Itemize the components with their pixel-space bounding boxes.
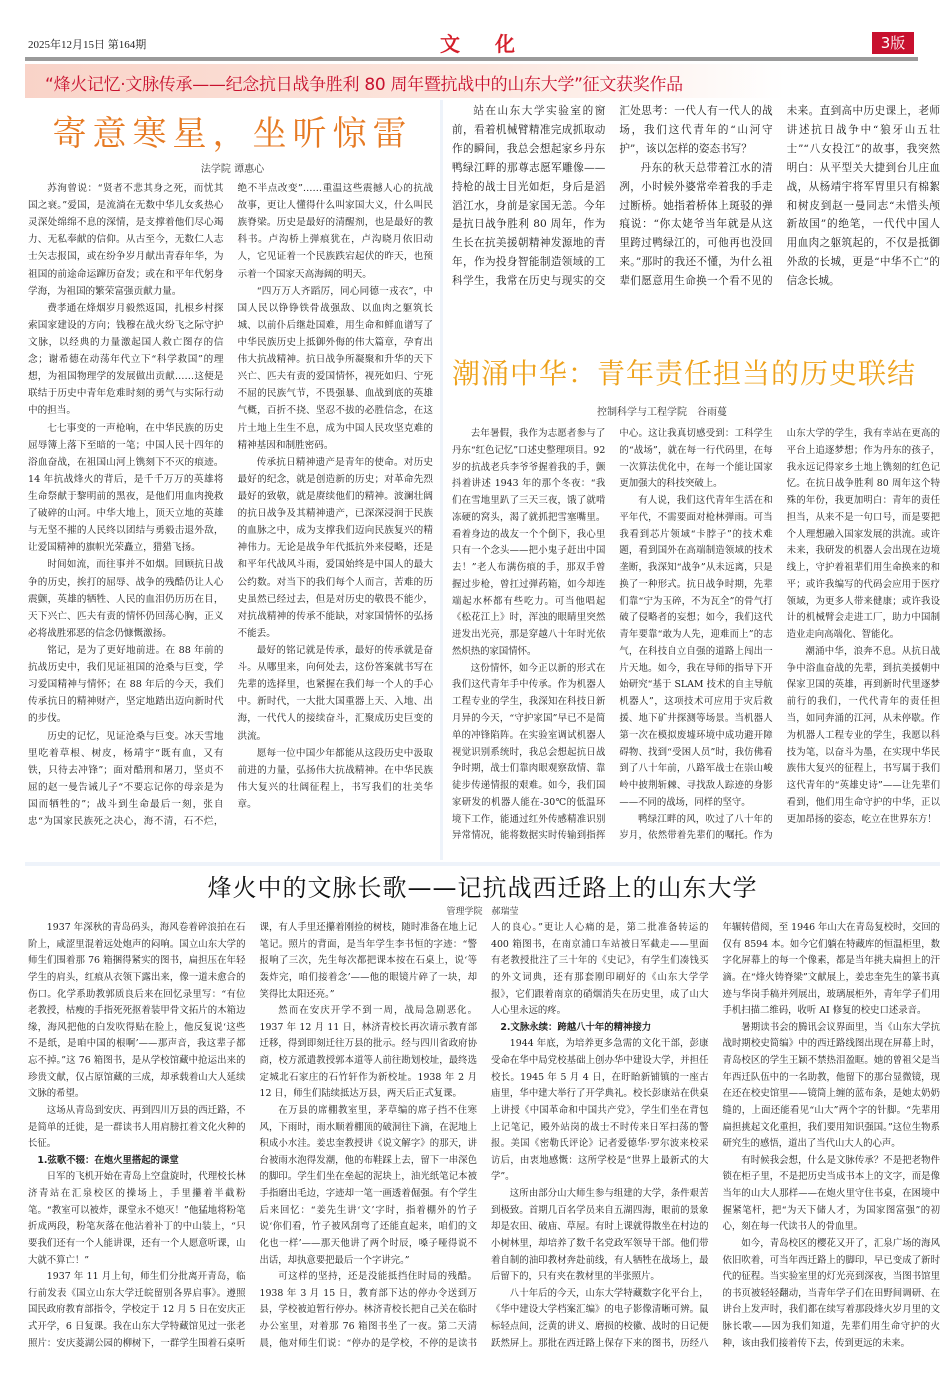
article-paragraph: 最好的铭记就是传承，最好的传承就是奋斗。从哪里来，向何处去，这份答案就书写在先辈的选择里，也紧握在我们每一个人的手心中。新时代，一大批大国重器上天、入地、出海，一代代人的接续奋斗，汇聚成历史巨变的洪流。	[237, 644, 433, 742]
page-badge: 3版	[872, 32, 914, 54]
article2-byline: 控制科学与工程学院 谷雨蔓	[597, 407, 727, 418]
article-paragraph: 潮涌中华，浪奔不息。从抗日战争中浴血奋战的先辈，到抗美援朝中保家卫国的英雄，再到新时代里逐梦前行的我们，一代代青年的责任担当，如同奔涌的江河，从未停歇。作为机器人工程专业的学生，我愿以科技为笔，以奋斗为墨，在实现中华民族伟大复兴的征程上，书写属于我们这代青年的“英雄史诗”——让先辈们看到，他们用生命守护的中华，正以更加昂扬的姿态，屹立在世界东方！	[786, 645, 940, 825]
article-paragraph: 苏洵曾说：“贤者不悲其身之死，而忧其国之衰。”爱国，是流淌在无数中华儿女炙热心灵深处绵绵不息的深情，是支撑着他们尽心竭力、无私奉献的信仰。从古至今，无数仁人志士矢志报国，或在纷争岁月献出青春年华，为祖国的前途命运蹿历奋发；或在和平年代躬身学海，为祖国的繁荣富强贡献力量。	[28, 183, 224, 297]
article2-body-top	[452, 102, 940, 342]
banner-title: “烽火记忆·文脉传承——纪念抗日战争胜利 80 周年暨抗战中的山东大学”征文获奖作品	[45, 75, 683, 95]
article1-body	[28, 180, 433, 855]
article-paragraph: 这所由部分山大师生参与组建的大学，条件艰苦到极致。首期几百名学员来自五湖四海，眼前的景象却是农田、破庙、草屋。有时上课就得散坐在村边的小树林里，却培养了数千名党政军领导干部。他们带着自制的油印教材奔赴前线，有人牺牲在战场上，最后留下的，只有夹在教材里的半张照片。	[491, 1188, 709, 1283]
article-paragraph: 站在山东大学实验室的窗前，看着机械臂精准完成抓取动作的瞬间，我总会想起家乡丹东鸭绿江畔的那尊志愿军雕像——持枪的战士目光如炬，身后是滔滔江水，身前是家国无恙。今年是抗日战争胜利 80 周年，作为生长在抗美援朝精神发源地的青年，作为投身智能制造领域的工科学生，我常在历史与现实的交汇处思考：一代人有一代人的战场，我们这代青年的“山河守护”，该以怎样的姿态书写？	[452, 105, 773, 288]
article-paragraph: 有人说，我们这代青年生活在和平年代，不需要面对枪林弹雨。可当我看到芯片领域“卡脖子”的技术难题，看到国外在高端制造领域的技术垄断，我深知“战争”从未远离，只是换了一种形式。抗日战争时期，先辈们靠“宁为玉碎，不为瓦全”的骨气打破了侵略者的妄想；如今，我们这代青年要靠“敢为人先，迎难而上”的志气，在科技自立自强的道路上闯出一片天地。如今，我在导师的指导下开始研究“基于 SLAM 技术的自主导航机器人”，这项技术可应用于灾后救援、地下矿井探测等场景。当机器人第一次在模拟废墟环境中成功避开障碍物、找到“受困人员”时，我仿佛看到了八十年前，八路军战士在崇山峻岭中披荆斩棘、寻找敌人踪迹的身影——不同的战场，同样的坚守。	[619, 495, 773, 808]
article2-body	[452, 426, 940, 858]
article-subheading: 1.弦歌不辍：在炮火里搭起的课堂	[37, 1154, 179, 1166]
article-paragraph: 历史的记忆，见证沧桑与巨变。冰天雪地里吃着草根、树皮，杨靖宇“既有血，又有铁，只待去冲锋”；面对酷刑和屠刀，坚贞不屈的赵一曼告诫儿子“不要忘记你的母亲是为国而牺牲的”；战斗到生命最后一刻，张自忠“为国家民族死之决心，海不清，石不烂，绝不半点改变”……重温这些震撼人心的抗战故事，更让人懂得什么叫家国大义，什么叫民族脊梁。历史是最好的清醒剂，也是最好的教科书。卢沟桥上弹痕犹在，卢沟晓月依旧动人，它见证着一个民族跌宕起伏的昨天，也预示着一个国家天高海阔的明天。	[28, 183, 433, 828]
article3-byline: 管理学院 郝瑞莹	[446, 907, 519, 917]
article-paragraph: 有时候我会想，什么是文脉传承？不是把老物件锁在柜子里，不是把历史当成书本上的文字，而是像当年的山大人那样——在炮火里守住书桌，在困境中握紧笔杆，把“为天下储人才，为国家图富强”的初心，刻在每一代读书人的骨血里。	[722, 1154, 940, 1233]
article2-title: 潮涌中华：青年责任担当的历史联结	[452, 357, 917, 390]
header-rule	[25, 57, 918, 61]
issue-date: 2025年12月15日 第164期	[28, 39, 147, 51]
article-paragraph: 八十年后的今天，山东大学特藏数字化平台上，《华中建设大学档案汇编》的电子影像清晰可辨。鼠标轻点间，泛黄的讲义、磨损的校徽、战时的日记便跃然屏上。那批在西迁路上保存下来的图书，历经八年辗转借阅，至 1946 年山大在青岛复校时，交回的仅有 8594 本。如今它们躺在特藏库的恒温柜里，数字化屏幕上的每一个像素，都是当年挑夫扁担上的汗滴。在“烽火铸脊梁”文献展上，姜忠奎先生的篆书真迹与华岗手稿并列展出，玻璃展柜外，青年学子们用手机扫描二维码，收听 AI 修复的校史口述录音。	[491, 922, 940, 1349]
article-paragraph: 在万县的席棚教室里，茅草编的席子挡不住寒风，下雨时，雨水顺着棚顶的破洞往下滴，在泥地上积成小水洼。姜忠奎教授讲《说文解字》的那天，讲台被雨水泡得发潮，他的布鞋踩上去，留下一串深色的脚印。学生们坐在垒起的泥块上，油光纸笔记本被手指磨出毛边，字迹却一笔一画透着倔强。有个学生后来回忆：“姜先生讲‘文’字时，指着棚外的竹子说‘你们看，竹子被风刮弯了还能直起来，咱们的文化也一样’——那天他讲了两个时辰，嗓子哑得说不出话，却执意要把最后一个字讲完。”	[259, 1104, 477, 1266]
article-paragraph: 日军的飞机开始在青岛上空盘旋时，代理校长林济青站在汇泉校区的操场上，手里攥着半截粉笔。“教室可以被炸，课堂永不熄灭！”他猛地将粉笔折成两段，粉笔灰落在他沾着补丁的中山装上，“只要我们还有一个人能讲课，还有一个人愿意听课，山大就不算亡！”	[28, 1171, 246, 1266]
article-paragraph: “四万万人齐蹈厉，同心同德一戎衣”，中国人民以铮铮铁骨战强敌、以血肉之躯筑长城、以前仆后继赴国难，用生命和鲜血谱写了中华民族历史上抵御外侮的伟大篇章，孕育出伟大抗战精神。抗日战争所凝聚和升华的天下兴亡、匹夫有责的爱国情怀，视死如归、宁死不屈的民族气节，不畏强暴、血战到底的英雄气概，百折不挠、坚忍不拔的必胜信念，在这片土地上生生不息，成为中国人民攻坚克难的精神基因和制胜密码。	[237, 285, 433, 451]
article-paragraph: 如今，青岛校区的樱花又开了，汇泉广场的海风依旧吹着，可当年西迁路上的脚印，早已变成了新时代的征程。当实验室里的灯光亮到深夜，当图书馆里的书页被轻轻翻动，当青年学子们在田野间调研、在讲台上发声时，我们都在续写着那段烽火岁月里的文脉长歌——因为我们知道，先辈们用生命守护的火种，该由我们接着传下去，传到更远的未来。	[722, 1237, 940, 1349]
article3-body	[28, 920, 940, 1372]
section-title: 文 化	[440, 32, 529, 56]
article-subheading: 2.文脉永续：跨越八十年的精神接力	[500, 1021, 652, 1033]
article-paragraph: 愿每一位中国少年都能从这段历史中汲取前进的力量，弘扬伟大抗战精神。在中华民族伟大复兴的壮阔征程上，书写我们的壮美华章。	[237, 747, 433, 810]
article-paragraph: 去年暑假，我作为志愿者参与了丹东“红色记忆”口述史整理项目。92 岁的抗战老兵李爷爷握着我的手，颤抖着讲述 1943 年的那个冬夜：“我们在雪地里趴了三天三夜，饿了就啃冻硬的窝头，渴了就抓把雪塞嘴里。看着身边的战友一个个倒下，我心里只有一个念头——把小鬼子赶出中国去！”老人布满伤痕的手，那双手曾握过步枪，曾扛过弹药箱，如今却连端起水杯都有些吃力。可当他唱起《松花江上》时，浑浊的眼睛里突然迸发出光亮，那是穿越八十年时光依然炽热的家国情怀。	[452, 428, 606, 657]
article-paragraph: 铭记，是为了更好地前进。在 88 年前的抗战历史中，我们见证祖国的沧桑与巨变，学习爱国精神与情怀；在 88 年后的今天，我们传承抗日的精神财产，坚定地踏出迈向新时代的步伐。	[28, 644, 224, 725]
article-paragraph: 可这样的坚持，还是没能抵挡住时局的残酷。1938 年 3 月 15 日，教育部下达的停办令送到万县，学校被迫暂行停办。林济青校长把自己关在临时办公室里，对着那 76 箱图书坐了一夜。第二天清晨，他对师生们说：“停办的是学校，不停的是读书人的良心。”更让人心痛的是，第二批准备转运的 400 箱图书，在南京浦口车站被日军截走——里面有老教授批注了三十年的《史记》，有学生们凑钱买的外文词典，还有那套刚印刷好的《山东大学学报》，它们跟着南京的硝烟消失在历史里，成了山大人心里永远的疼。	[259, 922, 709, 1349]
article-paragraph: 鸭绿江畔的风，吹过了八十年的岁月，依然带着先辈们的嘱托。作为山东大学的学生，我有幸站在更高的平台上追逐梦想；作为丹东的孩子，我永远记得家乡土地上镌刻的红色记忆。在抗日战争胜利 80 周年这个特殊的年份，我更加明白：青年的责任担当，从来不是一句口号，而是要把个人理想融入国家发展的洪流。或许未来，我研发的机器人会出现在边境线上，守护着祖辈们用生命换来的和平；或许我编写的代码会应用于医疗领域，为更多人带来健康；或许我设计的机械臂会走进工厂，助力中国制造业走向高端化、智能化。	[619, 428, 940, 842]
article3-title: 烽火中的文脉长歌——记抗战西迁路上的山东大学	[207, 874, 758, 902]
article-paragraph: 丹东的秋天总带着江水的清冽，小时候外婆常牵着我的手走过断桥。她指着桥体上斑驳的弹痕说：“你太姥爷当年就是从这里跨过鸭绿江的，可他再也没回来。”那时的我还不懂，为什么祖辈们愿意用生命换一个看不见的未来。直到高中历史课上，老师讲述抗日战争中“狼牙山五壮士”“八女投江”的故事，我突然明白：从平型关大捷到台儿庄血战，从杨靖宇将军胃里只有棉絮和树皮到赵一曼同志“未惜头颅新故国”的绝笔，一代代中国人用血肉之躯筑起的，不仅是抵御外敌的长城，更是“中华不亡”的信念长城。	[619, 105, 940, 288]
article-paragraph: 1937 年 11 月上旬，师生们分批离开青岛，临行前发表《国立山东大学迁皖留别各界启事》。遵照国民政府教育部指令，学校定于 12 月 5 日在安庆正式开学，6 日复课。我在山东大学特藏馆见过一张老照片：安庆菱湖公园的柳树下，一群学生围着石桌听课，有人手里还攥着刚捡的树枝，随时准备在地上记笔记。照片的背面，是当年学生李书恒的字迹：“警报响了三次，先生每次都把课本按在石桌上，说‘等轰炸完，咱们接着念’——他的眼镜片碎了一块，却笑得比太阳还亮。”	[28, 922, 477, 1349]
article-paragraph: 七七事变的一声枪响，在中华民族的历史屈辱簿上落下至暗的一笔；中国人民十四年的浴血奋战，在祖国山河上镌刻下不灭的痕迹。14 年抗战烽火的背后，是千千万万的英雄将生命祭献于黎明前的黑夜，是他们用血肉挽救了破碎的山河。中华大地上，顶天立地的英雄与无坚不摧的人民终以团结与勇毅击退外敌，让爱国精神的旗帜光荣矗立，猎猎飞扬。	[28, 422, 224, 554]
article-paragraph: 传承抗日精神遗产是青年的使命。对历史最好的纪念，就是创造新的历史；对革命先烈最好的致敬，就是赓续他们的精神。波澜壮阔的抗日战争及其精神遗产，已深深浸润于民族的血脉之中，成为支撑我们迈向民族复兴的精神伟力。无论是战争年代抵抗外来侵略，还是和平年代战风斗雨，爱国始终是中国人的最大公约数。对当下的我们每个人而言，苦难的历史虽然已经过去，但是对历史的敬畏不能少，对抗战精神的传承不能缺，对家国情怀的弘扬不能丢。	[237, 456, 433, 639]
article-paragraph: 暑期读书会的腾讯会议界面里，当《山东大学抗战时期校史简编》中的西迁路线图出现在屏幕上时，青岛校区的学生王颖不禁热泪盈眶。她的曾祖父是当年西迁队伍中的一名助教，他留下的那台显微镜，现在还在校史馆里——镜筒上缠的蓝布条，是她太奶奶缝的，上面还能看见“山大”两个字的针脚。“先辈用扁担挑起文化重担，我们要用知识强国。”这位生物系研究生的感悟，道出了当代山大人的心声。	[722, 1021, 940, 1150]
column-divider	[440, 100, 443, 860]
section-divider	[25, 862, 940, 866]
article-paragraph: 时间如流，而往事并不如烟。回顾抗日战争的历史，挨打的屈辱、战争的残酷仍让人心震颤，英雄的牺牲、人民的血泪仍历历在目，天下兴亡、匹夫有责的情怀仍回荡心胸，正义必将战胜邪恶的信念仍慷慨激扬。	[28, 559, 224, 639]
article-paragraph: 然而在安庆开学不到一周，战局急剧恶化。1937 年 12 月 11 日，林济青校长再次请示教育部迁移，得到即刻迁往万县的批示。经与四川省政府协商，校方派遣教授郭本道等人前往勘划校址，最终选定城北石家庄的石竹轩作为新校址。1938 年 2 月 12 日，师生们陆续抵达万县，两天后正式复课。	[259, 1005, 477, 1100]
article1-title: 寄意寒星，坐听惊雷	[52, 114, 413, 154]
article-paragraph: 这场从青岛到安庆、再到四川万县的西迁路，不是简单的迁徙，是一群读书人用肩膀扛着文化火种的长征。	[28, 1104, 246, 1150]
article-paragraph: 这份情怀，如今正以新的形式在我们这代青年手中传承。作为机器人工程专业的学生，我深知在科技日新月异的今天，“守护家国”早已不是简单的冲锋陷阵。在实验室调试机器人视觉识别系统时，我总会想起抗日战争时期，战士们靠肉眼观察敌情、靠徒步传递情报的艰难。如今，我们国家研发的机器人能在-30℃的低温环境下工作，能通过红外传感精准识别异常情况，能将数据实时传输到指挥中心。这让我真切感受到：工科学生的“战场”，就在每一行代码里，在每一次算法优化中，在每一个能让国家更加强大的科技突破上。	[452, 428, 773, 842]
article-paragraph: 费孝通在烽烟岁月毅然返国，扎根乡村探索国家建设的方向；钱穆在战火纷飞之际守护文脉，以经典的力量激起国人救亡图存的信念；谢希德在动荡年代立下“科学救国”的理想，为祖国物理学的发展做出贡献……这便是联结于历史中青年危难时刻的勇气与实际行动中的担当。	[28, 302, 224, 417]
article-paragraph: 1944 年底，为培养更多急需的文化干部，彭康受命在华中局党校基础上创办华中建设大学，并担任校长。1945 年 5 月 4 日，在盱眙新铺镇的一座古庙里，华中建大举行了开学典礼。校长彭康站在供桌上讲授《中国革命和中国共产党》，学生们坐在背包上记笔记，殿外站岗的战士不时传来日军扫荡的警报。美国《密勒氏评论》记者爱德华·罗尔波来校采访后，由衷地感慨：这所学校是“世界上最新式的大学”。	[491, 1038, 709, 1183]
article1-byline: 法学院 谭惠心	[200, 164, 265, 175]
article-paragraph: 1937 年深秋的青岛码头，海风卷着碎浪拍在石阶上，咸涩里混着远处炮声的闷响。国立山东大学的师生们围着那 76 箱捆得紧实的图书，扁担压在年轻学生的肩头，红痕从衣领下露出来，像一道未愈合的伤口。化学系助教郭质良后来在回忆录里写：“有位老教授，枯瘦的手指死死抠着装甲骨文拓片的木箱边缘，海风把他的白发吹得贴在脸上，他反复说‘这些不是纸，是咱中国的根啊’——那声音，我这辈子都忘不掉。”这 76 箱图书，是从学校馆藏中抢运出来的珍贵文献，仅占原馆藏的三成，却承载着山大人延续文脉的希望。	[28, 922, 246, 1100]
